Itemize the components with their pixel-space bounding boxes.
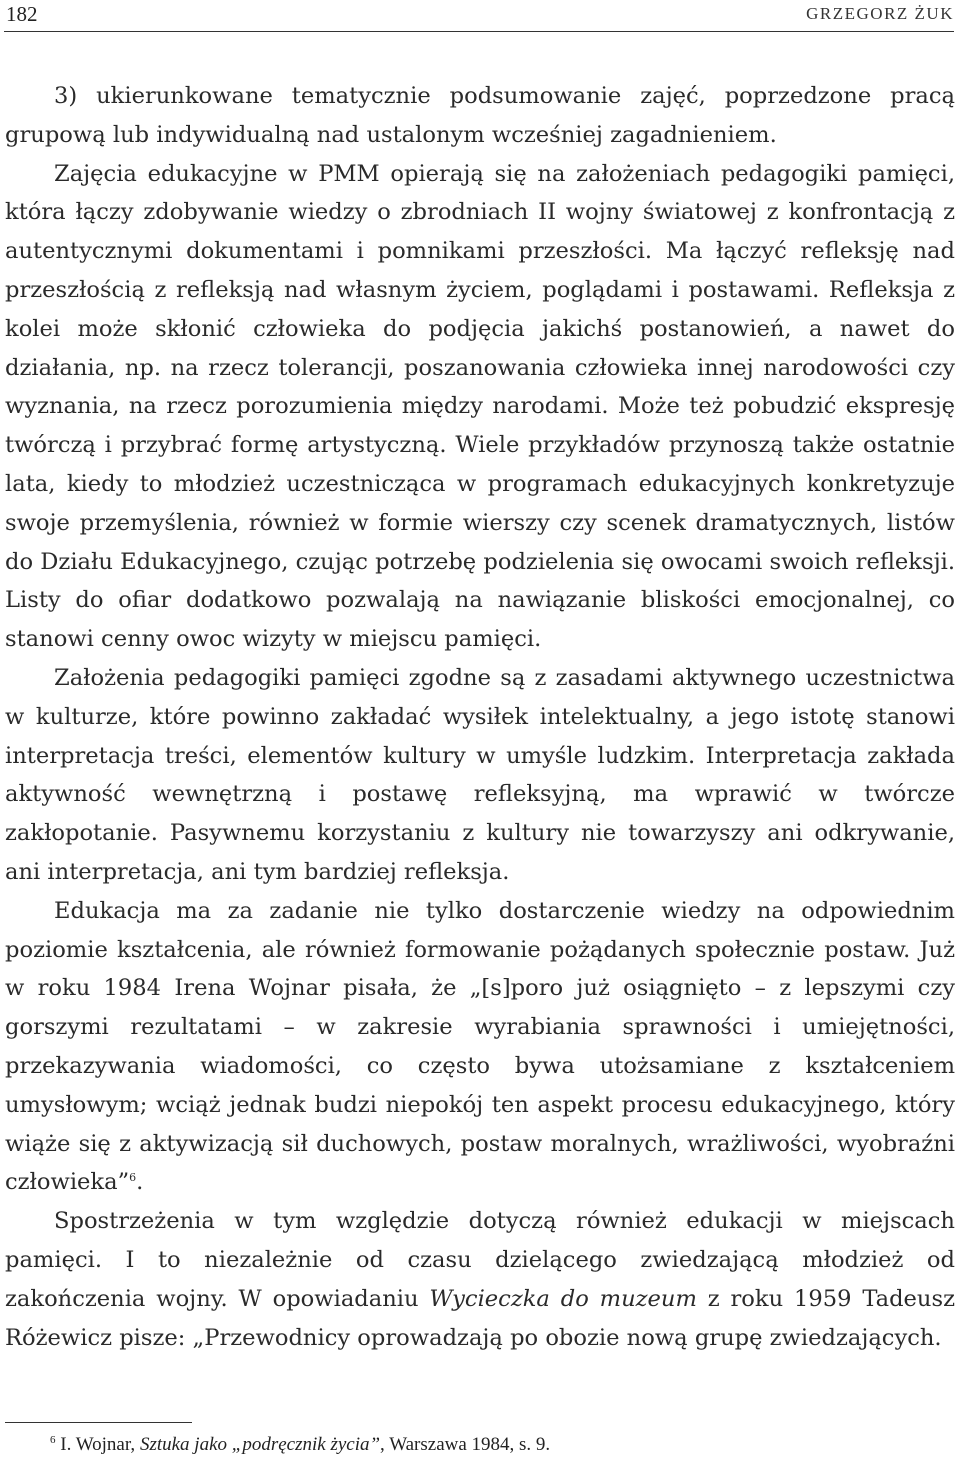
paragraph-education-attitudes bbox=[5, 892, 955, 1202]
page-number: 182 bbox=[6, 2, 38, 26]
work-title: Wycieczka do muzeum bbox=[429, 1285, 697, 1312]
footnote-author: I. Wojnar, bbox=[55, 1434, 140, 1455]
body-text bbox=[5, 77, 955, 1357]
paragraph-text: Spostrzeżenia w tym względzie dotyczą również edukacji w miejscach pamięci. I to niezależnie od czasu dzielącego zwiedzającą młodzież od zakończenia wojny. W opowiadaniu bbox=[5, 1208, 955, 1312]
footnote-number: 6 bbox=[50, 1434, 56, 1446]
footnote bbox=[50, 1432, 550, 1458]
footnote-details: , Warszawa 1984, s. 9. bbox=[380, 1434, 551, 1455]
running-head: GRZEGORZ ŻUK bbox=[806, 4, 954, 23]
paragraph-list-item-3: 3) ukierunkowane tematycznie podsumowanie zajęć, poprzedzone pracą grupową lub indywidualną nad ustalonym wcześniej zagadnieniem. bbox=[5, 83, 955, 148]
footnote-divider bbox=[5, 1422, 192, 1423]
paragraph-text-end: . bbox=[136, 1169, 144, 1196]
paragraph-text-end: z roku 1959 Tadeusz Różewicz pisze: „Przewodnicy oprowadzają po obozie nową grupę zwiedzających. bbox=[5, 1285, 955, 1351]
footnote-reference[interactable]: 6 bbox=[129, 1171, 137, 1185]
paragraph-memory-sites bbox=[5, 1202, 955, 1357]
paragraph-cultural-participation: Założenia pedagogiki pamięci zgodne są z zasadami aktywnego uczestnictwa w kulturze, które powinno zakładać wysiłek intelektualny, a jego istotę stanowi interpretacja treści, elementów kultury w umyśle ludzkim. Interpretacja zakłada aktywność wewnętrzną i postawę refleksyjną, ma wprawić w twórcze zakłopotanie. Pasywnemu korzystaniu z kultury nie towarzyszy ani odkrywanie, ani interpretacja, ani tym bardziej refleksja. bbox=[5, 664, 955, 885]
paragraph-text: Edukacja ma za zadanie nie tylko dostarczenie wiedzy na odpowiednim poziomie kształcenia, ale również formowanie pożądanych społecznie postaw. Już w roku 1984 Irena Wojnar pisała, że „[s]poro już osiągnięto – z lepszymi czy gorszymi rezultatami – w zakresie wyrabiania sprawności i umiejętności, przekazywania wiadomości, co często bywa utożsamiane z kształceniem umysłowym; wciąż jednak budzi niepokój ten aspekt procesu edukacyjnego, który wiąże się z aktywizacją sił duchowych, postaw moralnych, wrażliwości, wyobraźni człowieka” bbox=[5, 897, 955, 1196]
footnote-title: Sztuka jako „podręcznik życia” bbox=[139, 1434, 381, 1455]
paragraph-pedagogy-of-memory: Zajęcia edukacyjne w PMM opierają się na założeniach pedagogiki pamięci, która łączy zdobywanie wiedzy o zbrodniach II wojny światowej z konfrontacją z autentycznymi dokumentami i pomnikami przeszłości. Ma łączyć refleksję nad przeszłością z refleksją nad własnym życiem, poglądami i postawami. Refleksja z kolei może skłonić człowieka do podjęcia jakichś postanowień, a nawet do działania, np. na rzecz tolerancji, poszanowania człowieka innej narodowości czy wyznania, na rzecz porozumienia między narodami. Może też pobudzić ekspresję twórczą i przybrać formę artystyczną. Wiele przykładów przynoszą także ostatnie lata, kiedy to młodzież uczestnicząca w programach edukacyjnych konkretyzuje swoje przemyślenia, również w formie wierszy czy scenek dramatycznych, listów do Działu Edukacyjnego, czując potrzebę podzielenia się owocami swoich refleksji. Listy do ofiar dodatkowo pozwalają na nawiązanie bliskości emocjonalnej, co stanowi cenny owoc wizyty w miejscu pamięci. bbox=[5, 160, 955, 653]
page-header bbox=[4, 0, 954, 32]
